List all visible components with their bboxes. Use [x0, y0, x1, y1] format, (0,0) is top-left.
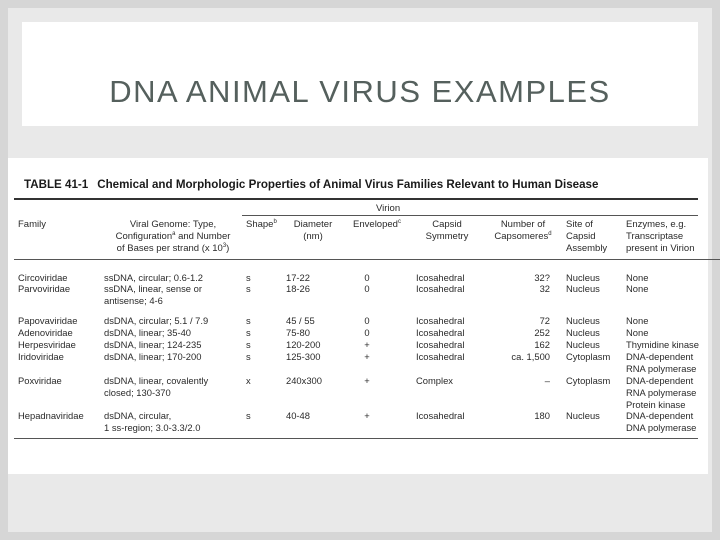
cell-diameter: 125-300 [286, 350, 321, 362]
cell-shape: s [246, 339, 251, 351]
cell-genome-line: dsDNA, circular, [104, 410, 172, 422]
cell-symmetry: Icosahedral [416, 350, 465, 362]
cell-family: Hepadnaviridae [18, 410, 84, 422]
cell-enzymes-line: Thymidine kinase [626, 339, 699, 351]
cell-capsomeres: 162 [534, 339, 550, 351]
table-row [14, 351, 720, 375]
header-diameter: Diameter (nm) [293, 218, 333, 242]
cell-diameter: 40-48 [286, 410, 310, 422]
cell-family: Parvoviridae [18, 283, 71, 295]
cell-enzymes-line: None [626, 315, 649, 327]
cell-site: Nucleus [566, 271, 600, 283]
virus-table [14, 216, 720, 435]
cell-genome-line: 1 ss-region; 3.0-3.3/2.0 [104, 422, 201, 434]
cell-enveloped: + [364, 350, 370, 362]
cell-diameter: 45 / 55 [286, 315, 315, 327]
cell-shape: s [246, 327, 251, 339]
cell-capsomeres: 32? [534, 271, 550, 283]
cell-shape: s [246, 315, 251, 327]
cell-family: Poxviridae [18, 374, 62, 386]
cell-symmetry: Icosahedral [416, 271, 465, 283]
table-body [14, 259, 720, 434]
header-genome: Viral Genome: Type, Configuration$^a$ and Number of Bases per strand (x $10^3$) [115, 218, 231, 254]
cell-family: Papovaviridae [18, 315, 78, 327]
header-capsid-symmetry: Capsid Symmetry [425, 218, 469, 242]
slide-title: DNA ANIMAL VIRUS EXAMPLES [109, 74, 611, 109]
cell-genome [102, 375, 244, 411]
title-box [22, 22, 698, 126]
cell-diameter: 240x300 [286, 374, 322, 386]
header-enveloped: Enveloped$^c$ [353, 218, 401, 230]
cell-diameter: 17-22 [286, 271, 310, 283]
header-family: Family [18, 218, 46, 230]
cell-family: Herpesviridae [18, 339, 76, 351]
header-row [14, 216, 720, 260]
cell-genome-line: dsDNA, linear, covalently [104, 374, 209, 386]
cell-enzymes-line: DNA-dependent [626, 410, 694, 422]
cell-genome-line: dsDNA, linear; 170-200 [104, 350, 202, 362]
cell-enzymes-line: None [626, 327, 649, 339]
cell-genome [102, 307, 244, 327]
cell-enzymes-line: DNA-dependent [626, 374, 694, 386]
cell-genome [102, 327, 244, 339]
cell-enzymes-line: Protein kinase [626, 398, 686, 410]
cell-family: Adenoviridae [18, 327, 73, 339]
table-row [14, 375, 720, 411]
cell-enveloped: 0 [364, 327, 370, 339]
table-row [14, 410, 720, 434]
cell-capsomeres: 180 [534, 410, 550, 422]
cell-capsomeres: – [544, 374, 550, 386]
cell-enveloped: + [364, 339, 370, 351]
cell-family: Circoviridae [18, 271, 68, 283]
header-spacer [14, 259, 720, 272]
cell-enzymes [624, 272, 720, 284]
cell-site: Cytoplasm [566, 374, 611, 386]
cell-symmetry: Icosahedral [416, 283, 465, 295]
header-enzymes: Enzymes, e.g. Transcriptase present in Virion [626, 218, 695, 254]
header-site: Site of Capsid Assembly [566, 218, 608, 254]
cell-site: Nucleus [566, 327, 600, 339]
cell-enzymes-line: None [626, 271, 649, 283]
cell-enzymes-line: None [626, 283, 649, 295]
cell-enzymes [624, 327, 720, 339]
cell-capsomeres: 252 [534, 327, 550, 339]
table-row [14, 283, 720, 307]
virion-group-label: Virion [376, 202, 401, 214]
cell-enveloped: 0 [364, 271, 370, 283]
cell-genome [102, 351, 244, 375]
cell-symmetry: Icosahedral [416, 339, 465, 351]
table-row [14, 339, 720, 351]
cell-capsomeres: 72 [539, 315, 550, 327]
cell-symmetry: Icosahedral [416, 410, 465, 422]
cell-shape: s [246, 350, 251, 362]
table-row [14, 327, 720, 339]
table-caption-text: Chemical and Morphologic Properties of Animal Virus Families Relevant to Human Disease [97, 178, 599, 191]
cell-symmetry: Icosahedral [416, 315, 465, 327]
cell-capsomeres: ca. 1,500 [511, 350, 550, 362]
cell-family: Iridoviridae [18, 350, 64, 362]
cell-enveloped: + [364, 410, 370, 422]
cell-symmetry: Complex [416, 374, 453, 386]
cell-genome-line: ssDNA, circular; 0.6-1.2 [104, 271, 203, 283]
cell-genome [102, 272, 244, 284]
cell-diameter: 18-26 [286, 283, 310, 295]
virion-group-rule [242, 215, 698, 216]
cell-genome [102, 410, 244, 434]
cell-site: Nucleus [566, 283, 600, 295]
cell-genome-line: ssDNA, linear, sense or [104, 283, 202, 295]
cell-enveloped: 0 [364, 315, 370, 327]
cell-enzymes-line: RNA polymerase [626, 386, 697, 398]
cell-genome-line: dsDNA, linear; 35-40 [104, 327, 192, 339]
cell-capsomeres: 32 [539, 283, 550, 295]
cell-enveloped: + [364, 374, 370, 386]
cell-enzymes [624, 307, 720, 327]
cell-enzymes-line: DNA polymerase [626, 422, 697, 434]
cell-enzymes [624, 283, 720, 307]
cell-enzymes [624, 375, 720, 411]
cell-symmetry: Icosahedral [416, 327, 465, 339]
cell-diameter: 120-200 [286, 339, 321, 351]
header-capsomeres: Number of Capsomeres$^d$ [494, 218, 552, 242]
cell-genome-line: closed; 130-370 [104, 386, 171, 398]
cell-enzymes [624, 339, 720, 351]
cell-enzymes-line: RNA polymerase [626, 362, 697, 374]
cell-enzymes [624, 351, 720, 375]
virus-table-figure [14, 178, 698, 439]
cell-shape: s [246, 410, 251, 422]
table-caption [24, 178, 698, 191]
group-header-row [14, 200, 698, 216]
cell-enzymes-line: DNA-dependent [626, 350, 694, 362]
cell-genome-line: antisense; 4-6 [104, 295, 163, 307]
cell-site: Nucleus [566, 339, 600, 351]
table-row [14, 272, 720, 284]
cell-site: Cytoplasm [566, 350, 611, 362]
cell-shape: s [246, 271, 251, 283]
cell-enveloped: 0 [364, 283, 370, 295]
cell-site: Nucleus [566, 410, 600, 422]
cell-shape: s [246, 283, 251, 295]
cell-shape: x [246, 374, 251, 386]
cell-genome [102, 283, 244, 307]
cell-genome [102, 339, 244, 351]
cell-site: Nucleus [566, 315, 600, 327]
table-number: TABLE 41-1 [24, 178, 89, 191]
cell-genome-line: dsDNA, linear; 124-235 [104, 339, 202, 351]
cell-diameter: 75-80 [286, 327, 310, 339]
bottom-rule [14, 438, 698, 439]
header-shape: Shape$^b$ [246, 218, 277, 230]
cell-enzymes [624, 410, 720, 434]
cell-genome-line: dsDNA, circular; 5.1 / 7.9 [104, 315, 209, 327]
table-row [14, 307, 720, 327]
